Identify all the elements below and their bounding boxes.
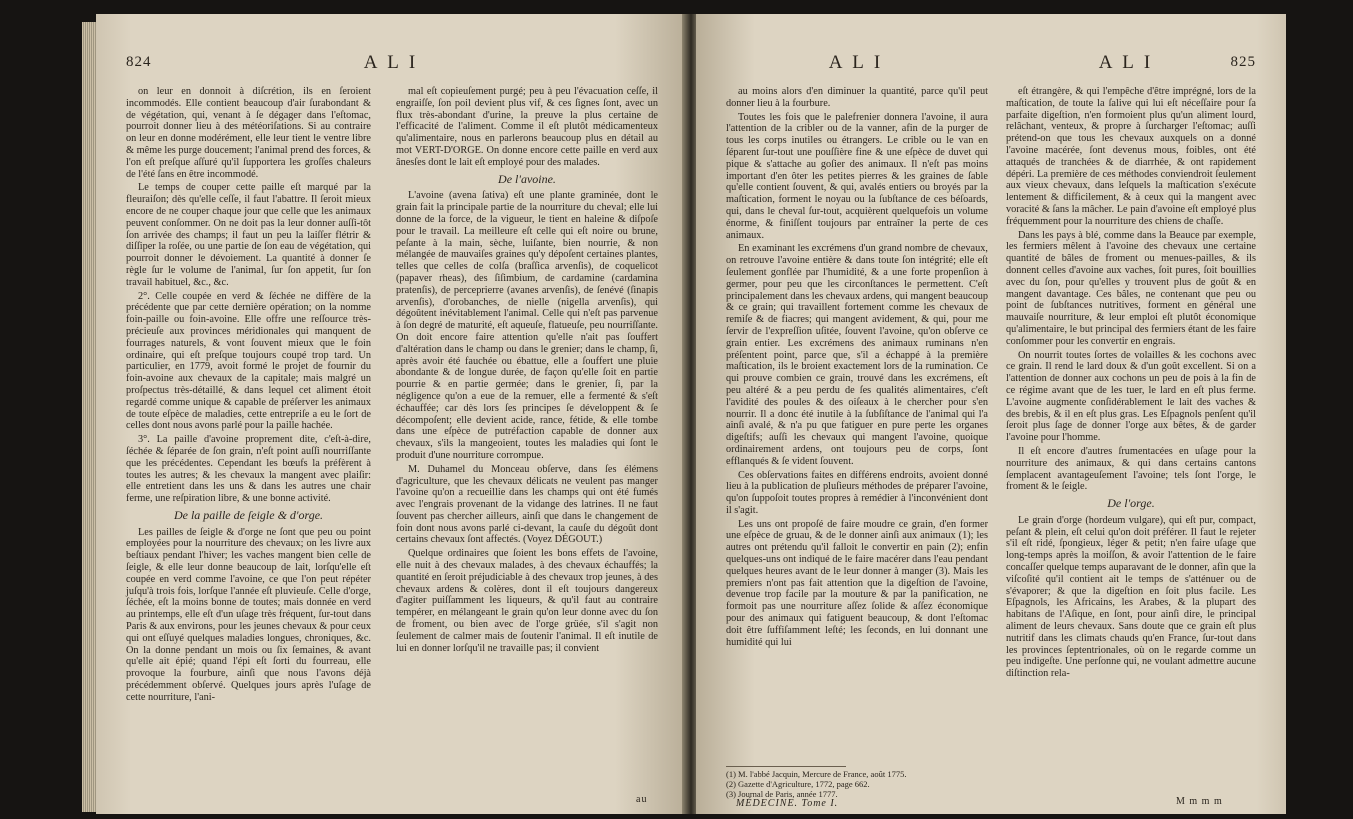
left-column-2 (396, 86, 658, 656)
paragraph: mal eſt copieuſement purgé; peu à peu l'évacuation ceſſe, il engraiſſe, ſon poil devient plus vif, & ces ſignes ſont, avec un flux très-abondant d'urine, la preuve la plus certaine de l'efficacité de l'aliment. Comme il eſt plutôt médicamenteux qu'alimentaire, nous en parlerons beaucoup plus en détail au mot VERT-D'ORGE. On donne encore cette paille en verd aux ânesſes dont le lait eſt employé pour des malades. (396, 86, 658, 168)
paragraph: L'avoine (avena ſativa) eſt une plante graminée, dont le grain fait la principale partie de la nourriture du cheval; elle lui donne de la force, de la vigueur, le tient en haleine & diſpoſe pour le travail. La meilleure eſt celle qui eſt noire ou brune, peſante à la main, sèche, luiſante, bien nourrie, & non mélangée de mauvaiſes graines qu'y dépoſent certaines plantes, telles que celles de colſa (braſſica arvenſis), de coquelicot (papaver rheas), des ſiſimbium, de cardamine (cardamina pratenſis), de perceprierre (avanes arvenſis), de ſenévé (ſinapis arvenſis), d'orobanches, de nielle (nigella arvenſis), qui dégoûtent inévitablement l'animal. Celle qui n'eſt pas parvenue à ſon degré de maturité, eſt aqueuſe, flatueuſe, peu nourriſſante. On doit encore faire attention qu'elle n'ait pas ſouffert d'altération dans le champ ou dans le grenier; dans le champ, ſi, après avoir été fauchée ou ébattue, elle a ſouffert une pluie abondante & de longue durée, de façon qu'elle ſoit en partie pourrie & en partie germée; dans le grenier, ſi, par la négligence qu'on a eue de la remuer, elle a fermenté & s'eſt échauffée; car dès lors ſes principes ſe développent & ſe décompoſent; elle devient acide, rance, fétide, & elle tombe dans une eſpèce de putréfaction capable de donner aux chevaux, s'ils la mangeoient, toutes les maladies qui ſont le produit d'une nourriture corrompue. (396, 190, 658, 461)
left-page (96, 14, 686, 814)
paragraph: 2°. Celle coupée en verd & ſéchée ne diffère de la précédente que par cette dernière opération; on la nomme foin-paille ou foin-avoine. Elle offre une reſſource très-précieuſe aux provinces méridionales qui manquent de fourrages naturels, & vont ſouvent mieux que le foin ordinaire, qui eſt preſque toujours coupé trop tard. Un particulier, en 1779, avoit formé le projet de fournir du foin-avoine aux chevaux de la capitale; mais malgré un proſpectus très-détaillé, & dans lequel cet aliment étoit regardé comme unique & capable de préſerver les animaux de toute eſpèce de maladies, cette entrepriſe a eu le ſort de celles dont nous avons parlé pour la paille hachée. (126, 290, 371, 432)
footnote: (2) Gazette d'Agriculture, 1772, page 662. (726, 779, 870, 789)
paragraph: eſt étrangère, & qui l'empêche d'être imprégné, lors de la maſtication, de toute la ſalive qui lui eſt néceſſaire pour ſa parfaite digeſtion, n'en formoient plus qu'un aliment lourd, relâchant, venteux, & propre à ſurcharger l'eſtomac; auſſi prétend-on que tous les chevaux auxquels on a donné l'avoine macérée, ſont devenus mous, foibles, ont été attaqués de tranchées & de diarrhée, & ont rapidement dépéri. La première de ces méthodes conviendroit ſeulement aux vieux chevaux, dans leſquels la maſtication s'exécute lentement & difficilement, & à ceux qui la mangent avec voracité & ſans la mâcher. Le pain d'avoine eſt employé plus fréquemment pour la nourriture des chiens de chaſſe. (1006, 86, 1256, 227)
left-head-title: A L I (363, 52, 419, 73)
paragraph: au moins alors d'en diminuer la quantité, parce qu'il peut donner lieu à la fourbure. (726, 86, 988, 109)
right-running-head (726, 52, 1256, 76)
paragraph: Il eſt encore d'autres ſrumentacées en uſage pour la nourriture des animaux, & qui dans certains cantons ſemplacent avantageuſement l'avoine; tels ſont l'orge, le froment & le ſeigle. (1006, 445, 1256, 493)
right-page-number: 825 (1230, 54, 1256, 70)
signature-title: MÉDECINE. Tome I. (736, 798, 839, 809)
paragraph: Dans les pays à blé, comme dans la Beauce par exemple, les fermiers mêlent à l'avoine des chevaux une certaine quantité de bâles de froment ou menues-pailles, & ils donnent celles d'avoine aux vaches, ſoit pures, ſoit bouillies avec du ſon, pour qu'elles y trouvent plus de goût & en mangent davantage. Ces bâles, ne contenant que peu ou point de ſubſtances nutritives, forment en général une mauvaiſe nourriture, & leur emploi eſt plutôt économique qu'alimentaire, le but principal des fermiers étant de les faire conſommer pour les convertir en engrais. (1006, 229, 1256, 347)
footnotes (726, 766, 988, 799)
footnote: (1) M. l'abbé Jacquin, Mercure de France, août 1775. (726, 769, 907, 779)
paragraph: Toutes les fois que le palefrenier donnera l'avoine, il aura l'attention de la cribler ou de la vanner, afin de la purger de tous les corps inutiles ou étrangers. Le crible ou le van en ſéparent ſur-tout une pouſſière fine & une eſpèce de duvet qui pique & s'attache au goſier des animaux. Il n'eſt pas moins important d'en ôter les petites pierres & les graines de ſable qu'elle contient ſouvent, & qui, avalés entiers ou broyés par la maſtication, forment le noyau ou la ſubſtance de ces béſoards, qui, dans le cheval ſur-tout, acquièrent quelquefois un volume énorme, & finiſſent toujours par entraîner la perte de ces animaux. (726, 111, 988, 241)
paragraph: Les pailles de ſeigle & d'orge ne ſont que peu ou point employées pour la nourriture des chevaux; on les livre aux beſtiaux pendant l'hiver; les vaches mangent bien celle de ſeigle, & elle leur donne beaucoup de lait, lorſqu'elle eſt coupée en verd comme l'avoine, ce que l'on peut répéter juſqu'à trois fois, lorſque l'année eſt pluvieuſe. Celle d'orge, ſéchée, eſt la moins bonne de toutes; mais donnée en verd au printemps, elle eſt d'un uſage très fréquent, ſur-tout dans Paris & aux environs, pour les jeunes chevaux & pour ceux qui ont eſſuyé quelques maladies longues, chroniques, &c. On la donne pendant un mois ou ſix ſemaines, & avant qu'elle ait épié; quand l'épi eſt ſorti du fourreau, elle provoque la fourbure, ainſi que nous l'avons déjà précédemment obſervé. Quelques jours après l'uſage de cette nourriture, l'ani- (126, 526, 371, 703)
section-heading: De la paille de ſeigle & d'orge. (173, 507, 324, 522)
footnote-rule (726, 766, 846, 767)
paragraph: En examinant les excrémens d'un grand nombre de chevaux, on retrouve l'avoine entière & dans toute ſon intégrité; elle eſt ſeulement gonflée par l'humidité, & a une forte propenſion à germer, pour peu que les circonſtances le permettent. C'eſt principalement dans les chevaux ardens, qui mangent beaucoup & ce grain; qui travaillent fortement comme les chevaux de remiſe & de fiacres; qui mangent avidement, & qui, pour me ſervir de l'expreſſion uſitée, ſouvent l'avoine, qu'on obſerve ce grain entier. Les excrémens des animaux ruminans n'en préſentent point, parce que, s'il a échappé à la première maſtication, ils le broient exactement lors de la rumination. Ce qui prouve combien ce grain, trouvé dans les excrémens, eſt peu altéré & a peu perdu de ſes qualités alimentaires, c'eſt l'avidité des poules & des oiſeaux à le chercher pour s'en nourrir. Il a donc été inutile à la ſubſiſtance de l'animal qui l'a ainſi avalé, & n'a pu que fatiguer en pure perte les organes digeſtifs; auſſi les chevaux qui mangent l'avoine, quoique ordinairement ardens, ont toujours peu de corps, ſont efflanqués & ſe vident ſouvent. (726, 243, 988, 467)
left-page-number: 824 (126, 54, 152, 70)
paragraph: Quelque ordinaires que ſoient les bons effets de l'avoine, elle nuit à des chevaux malades, à des chevaux échauffés; la quantité en ſeroit préjudiciable à des chevaux trop jeunes, à des chevaux ardens & colères, dont il eſt toujours dangereux d'agiter puiſſamment les liqueurs, & qu'il faut au contraire tempérer, en mélangeant le grain qu'on leur donne avec du ſon de froment, ou bien avec de l'orge grüée, s'il s'agit non ſeulement de calmer mais de ſoutenir l'animal. Il eſt inutile de lui en donner lorſqu'il ne travaille pas; il convient (396, 548, 658, 654)
paragraph: On nourrit toutes ſortes de volailles & les cochons avec ce grain. Il rend le lard doux & d'un goût excellent. Si on a l'attention de donner aux cochons un peu de pois à la fin de ce régime avant que de les tuer, le lard en eſt plus ferme. L'avoine augmente conſidérablement le lait des vaches & des brebis, & il en eſt plus gras. Les Eſpagnols penſent qu'il ſeroit plus ſage de donner l'orge aux bêtes, & de garder l'avoine pour l'homme. (1006, 349, 1256, 444)
paragraph: Ces obſervations faites en différens endroits, avoient donné lieu à la publication de pluſieurs méthodes de préparer l'avoine, qu'on ſuppoſoit toutes propres à remédier à l'inconvénient dont il s'agit. (726, 469, 988, 516)
right-head-title-a: A L I (828, 52, 884, 73)
paragraph: on leur en donnoit à diſcrétion, ils en ſeroient incommodés. Elle contient beaucoup d'air ſurabondant & de végétation, qui, venant à ſe dégager dans l'eſtomac, pourroit donner lieu à des météoriſations. Si au contraire on leur en donne modérément, elle leur tient le ventre libre & même les purge doucement; l'animal prend des forces, & l'on eſt preſque aſſuré qu'il ſupportera les groſſes chaleurs de l'été ſans en être incommodé. (126, 86, 371, 180)
paragraph: Le temps de couper cette paille eſt marqué par la fleuraiſon; dès qu'elle ceſſe, il faut l'abattre. Il ſeroit mieux encore de ne couper chaque jour que celle que les animaux peuvent conſommer. On ne doit pas la leur donner auſſi-tôt ſon arrivée des champs; il faut un peu la laiſſer flétrir & diſſiper la roſée, ou une partie de ſon eau de végétation, qui pourroit donner le dévoiement. La quantité à donner ſe règle ſur le volume de l'animal, ſur ſon appetit, ſur ſon travail habituel, &c., &c. (126, 182, 371, 288)
paragraph: Le grain d'orge (hordeum vulgare), qui eſt pur, compact, peſant & plein, eſt celui qu'on doit préférer. Il faut le rejeter s'il eſt ridé, ſpongieux, léger & petit; n'en faire uſage que long-temps après la moiſſon, & avoir l'attention de le faire concaſſer quelque temps auparavant de le donner, afin que la viſcoſité qu'il contient ait le temps de s'atténuer ou de s'évaporer; & que la digeſtion en ſoit plus facile. Les Eſpagnols, les Africains, les Arabes, & la plupart des habitans de l'Aſique, en ſont, pour ainſi dire, le principal aliment de leurs chevaux. Sans doute que ce grain eſt plus nutritif dans les climats chauds qu'en France, ſur-tout dans les provinces ſeptentrionales, où on le regarde comme un peu indigeſte. Une perſonne qui, ne voulant admettre aucune diſtinction rela- (1006, 514, 1256, 680)
paragraph: Les uns ont propoſé de faire moudre ce grain, d'en former une eſpèce de gruau, & de le donner ainſi aux animaux (1); les autres ont prétendu qu'il falloit le convertir en pain (2); enfin quelques-uns ont indiqué de le faire macérer dans l'eau pendant quelques heures avant de le leur donner à manger (3). Mais les premiers n'ont pas fait attention que la digeſtion de l'avoine, devenue trop facile par la mouture & par la panification, ne formoit pas une nourriture aſſez ſolide & aſſez économique pour des animaux qui fatiguent beaucoup, & dont l'eſtomac doit être ſuffiſamment leſté; les ſeconds, en lui donnant une humidité qui lui (726, 518, 988, 648)
catchword: au (636, 794, 648, 805)
footnote: (3) Journal de Paris, année 1777. (726, 789, 838, 799)
signature-mark: M m m m (1176, 796, 1223, 807)
section-heading: De l'orge. (1107, 496, 1155, 511)
paragraph: M. Duhamel du Monceau obſerve, dans ſes élémens d'agriculture, que les chevaux délicats ne veulent pas manger l'avoine qu'on a recueillie dans les champs qui ont été fumés avec l'engrais provenant de la vidange des latrines. Il ne faut ſouvent pas chercher ailleurs, ainſi que dans le changement de foin dont nous avons parlé ci-devant, la cauſe du dégoût dont certains chevaux ſont affectés. (Voyez DÉGOUT.) (396, 463, 658, 546)
right-column-2 (1006, 86, 1256, 682)
book-spread (96, 14, 1286, 814)
page-edges (82, 22, 96, 812)
left-column-1 (126, 86, 371, 706)
left-running-head (126, 52, 656, 76)
paragraph: 3°. La paille d'avoine proprement dite, c'eſt-à-dire, ſéchée & ſéparée de ſon grain, n'eſt point auſſi nourriſſante que les précédentes. Cependant les bœufs la préfèrent à toutes les autres; & les chevaux la mangent avec plaiſir: elle entretient dans les uns & dans les autres une chair ferme, une reſpiration libre, & une bonne activité. (126, 434, 371, 505)
section-heading: De l'avoine. (498, 171, 556, 186)
right-column-1 (726, 86, 988, 650)
right-page (696, 14, 1286, 814)
right-head-title-b: A L I (1098, 52, 1154, 73)
